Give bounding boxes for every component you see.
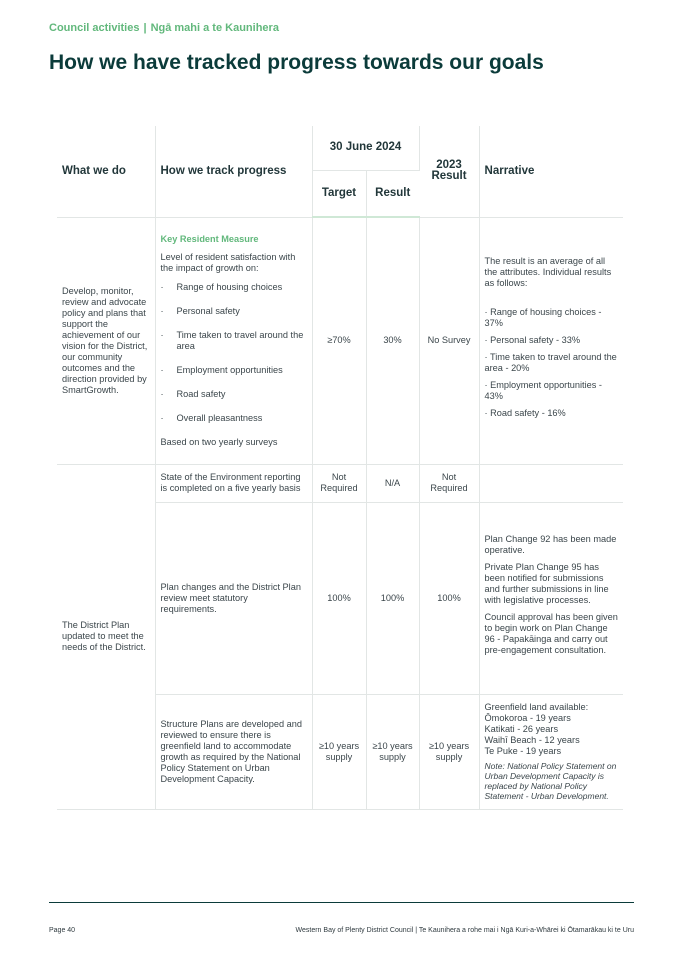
prev-result-cell: Not Required bbox=[419, 464, 479, 502]
how-footer: Based on two yearly surveys bbox=[160, 436, 278, 447]
how-cell bbox=[155, 217, 312, 464]
page-number: Page 40 bbox=[49, 927, 76, 934]
narrative-cell bbox=[479, 217, 623, 464]
prev-result-cell: 100% bbox=[419, 502, 479, 694]
narrative-item: · Road safety - 16% bbox=[484, 408, 566, 418]
header-narrative: Narrative bbox=[479, 126, 623, 217]
result-cell: 30% bbox=[366, 217, 419, 464]
narrative-intro: The result is an average of all the attributes. Individual results as follows: bbox=[484, 256, 612, 288]
header-target: Target bbox=[312, 170, 366, 217]
narrative-item: · Employment opportunities - 43% bbox=[484, 380, 602, 401]
how-cell: Structure Plans are developed and reviewed to ensure there is greenfield land to accommodate growth as required by the National Policy Statement on Urban Development Capacity. bbox=[155, 694, 312, 809]
narrative-line: Katikati - 26 years bbox=[484, 724, 559, 734]
header-how-we-track: How we track progress bbox=[155, 126, 312, 217]
section-name-maori: Ngā mahi a te Kaunihera bbox=[150, 22, 279, 34]
target-cell: Not Required bbox=[312, 464, 366, 502]
header-result: Result bbox=[366, 170, 419, 217]
section-name: Council activities bbox=[49, 22, 140, 34]
how-cell: Plan changes and the District Plan review meet statutory requirements. bbox=[155, 502, 312, 694]
narrative-paragraph: Private Plan Change 95 has been notified for submissions and further submissions in line with legislative processes. bbox=[484, 562, 609, 605]
narrative-note: Note: National Policy Statement on Urban Development Capacity is replaced by National Policy Statement - Urban Development. bbox=[484, 761, 617, 801]
satisfaction-bullet-list bbox=[161, 282, 307, 424]
prev-result-cell: ≥10 years supply bbox=[419, 694, 479, 809]
narrative-line: Waihī Beach - 12 years bbox=[484, 735, 580, 745]
narrative-cell bbox=[479, 502, 623, 694]
narrative-paragraph: Plan Change 92 has been made operative. bbox=[484, 534, 617, 555]
how-cell: State of the Environment reporting is completed on a five yearly basis bbox=[155, 464, 312, 502]
result-cell: 100% bbox=[366, 502, 419, 694]
narrative-cell bbox=[479, 464, 623, 502]
list-item: · Time taken to travel around the area bbox=[161, 330, 307, 352]
page-title: How we have tracked progress towards our goals bbox=[49, 51, 544, 74]
section-separator: | bbox=[143, 22, 147, 34]
section-header bbox=[49, 22, 279, 34]
key-resident-measure-label: Key Resident Measure bbox=[160, 233, 259, 244]
narrative-cell bbox=[479, 694, 623, 809]
narrative-item: · Personal safety - 33% bbox=[484, 335, 581, 345]
list-item: · Overall pleasantness bbox=[161, 413, 307, 424]
table-row bbox=[57, 464, 623, 502]
what-cell: Develop, monitor, review and advocate policy and plans that support the achievement of our vision for the District, our community outcomes and the direction provided by SmartGrowth. bbox=[57, 217, 155, 464]
list-item: · Range of housing choices bbox=[161, 282, 307, 293]
list-item: · Employment opportunities bbox=[161, 365, 307, 376]
header-period: 30 June 2024 bbox=[312, 126, 419, 170]
target-cell: ≥70% bbox=[312, 217, 366, 464]
result-cell: ≥10 years supply bbox=[366, 694, 419, 809]
progress-table bbox=[57, 126, 623, 810]
list-item: · Road safety bbox=[161, 389, 307, 400]
prev-result-cell: No Survey bbox=[419, 217, 479, 464]
header-what-we-do: What we do bbox=[57, 126, 155, 217]
publication-name: Western Bay of Plenty District Council | Te Kaunihera a rohe mai i Ngā Kuri-a-Whārei ki Ōtamarākau ki te Uru bbox=[295, 927, 634, 934]
list-item: · Personal safety bbox=[161, 306, 307, 317]
result-cell: N/A bbox=[366, 464, 419, 502]
header-prev-result: 2023 Result bbox=[419, 126, 479, 217]
narrative-item: · Range of housing choices - 37% bbox=[484, 307, 602, 328]
target-cell: 100% bbox=[312, 502, 366, 694]
table-row bbox=[57, 217, 623, 464]
narrative-line: Te Puke - 19 years bbox=[484, 746, 562, 756]
narrative-line: Ōmokoroa - 19 years bbox=[484, 713, 571, 723]
narrative-line: Greenfield land available: bbox=[484, 702, 589, 712]
footer-divider bbox=[49, 902, 634, 903]
what-cell: The District Plan updated to meet the needs of the District. bbox=[57, 464, 155, 809]
narrative-item: · Time taken to travel around the area - 20% bbox=[484, 352, 617, 373]
narrative-paragraph: Council approval has been given to begin work on Plan Change 96 - Papakāinga and carry out pre-engagement consultation. bbox=[484, 612, 618, 655]
how-intro: Level of resident satisfaction with the impact of growth on: bbox=[160, 251, 296, 273]
target-cell: ≥10 years supply bbox=[312, 694, 366, 809]
